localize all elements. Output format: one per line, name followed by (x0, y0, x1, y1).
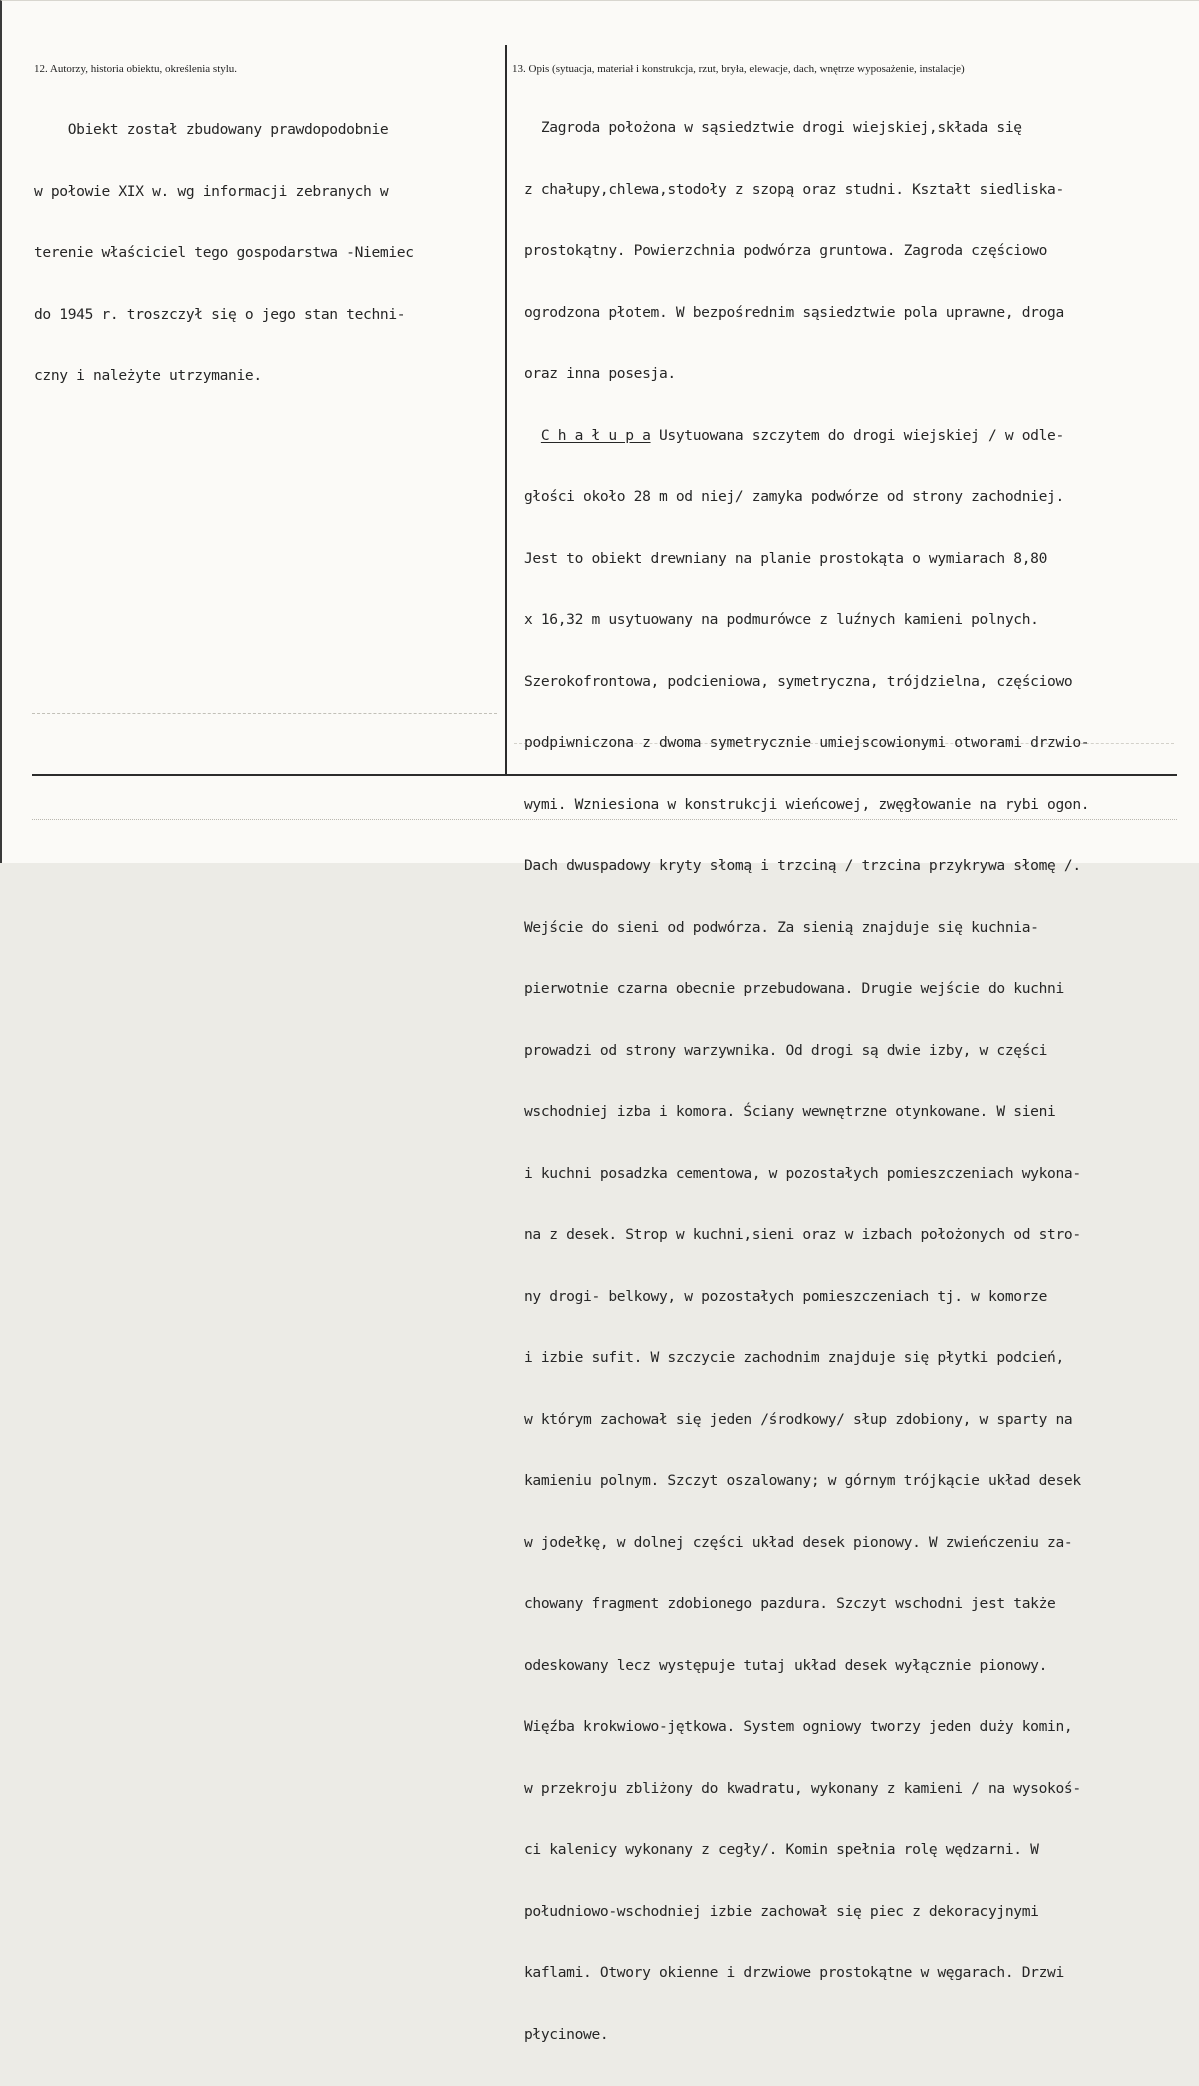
text-line: i izbie sufit. W szczycie zachodnim znajduje się płytki podcień, (524, 1349, 1064, 1366)
text-line: Obiekt został zbudowany prawdopodobnie (34, 121, 389, 138)
text-line: Jest to obiekt drewniany na planie prostokąta o wymiarach 8,80 (524, 549, 1048, 567)
text-line: Wejście do sieni od podwórza. Za sienią znajduje się kuchnia- (524, 918, 1039, 936)
text-line: w jodełkę, w dolnej części układ desek pionowy. W zwieńczeniu za- (524, 1533, 1073, 1551)
section-12-header: 12. Autorzy, historia obiektu, określenia stylu. (34, 63, 238, 75)
column-divider (505, 45, 507, 775)
text-line: Szerokofrontowa, podcieniowa, symetryczna, trójdzielna, częściowo (524, 672, 1073, 690)
text-line: odeskowany lecz występuje tutaj układ desek wyłącznie pionowy. (524, 1656, 1048, 1674)
text-line: do 1945 r. troszczył się o jego stan techni- (34, 305, 406, 323)
text-line: oraz inna posesja. (524, 365, 676, 382)
text-line: czny i należyte utrzymanie. (34, 367, 262, 384)
text-line: z chałupy,chlewa,stodoły z szopą oraz studni. Kształt siedliska- (524, 180, 1064, 198)
text-line: pierwotnie czarna obecnie przebudowana. Drugie wejście do kuchni (524, 980, 1064, 997)
chalupa-heading: C h a ł u p a (540, 426, 651, 444)
text-line: wymi. Wzniesiona w konstrukcji wieńcowej, zwęgłowanie na rybi ogon. (524, 795, 1090, 813)
text-line: kaflami. Otwory okienne i drzwiowe prostokątne w węgarach. Drzwi (524, 1964, 1064, 1981)
text-line: podpiwniczona z dwoma symetrycznie umiejscowionymi otworami drzwio- (524, 734, 1090, 751)
text-line: Dach dwuspadowy kryty słomą i trzciną / trzcina przykrywa słomę /. (524, 857, 1081, 874)
text-line: na z desek. Strop w kuchni,sieni oraz w izbach położonych od stro- (524, 1226, 1081, 1243)
text-line: w przekroju zbliżony do kwadratu, wykonany z kamieni / na wysokoś- (524, 1779, 1081, 1797)
text-line: Więźba krokwiowo-jętkowa. System ogniowy tworzy jeden duży komin, (524, 1718, 1073, 1735)
left-dotted-rule (32, 713, 497, 714)
section-12-body (34, 79, 414, 428)
text-line: chowany fragment zdobionego pazdura. Szczyt wschodni jest także (524, 1595, 1056, 1612)
text-line: wschodniej izba i komora. Ściany wewnętrzne otynkowane. W sieni (524, 1103, 1056, 1120)
text-line: ci kalenicy wykonany z cegły/. Komin spełnia rolę wędzarni. W (524, 1841, 1039, 1858)
text-line: Zagroda położona w sąsiedztwie drogi wiejskiej,składa się (524, 119, 1022, 136)
section-13-body (524, 77, 1089, 2086)
text-line: prowadzi od strony warzywnika. Od drogi są dwie izby, w części (524, 1041, 1048, 1059)
text-line: głości około 28 m od niej/ zamyka podwórze od strony zachodniej. (524, 488, 1064, 505)
text-line: ny drogi- belkowy, w pozostałych pomieszczeniach tj. w komorze (524, 1287, 1048, 1305)
text-line: kamieniu polnym. Szczyt oszalowany; w górnym trójkącie układ desek (524, 1472, 1081, 1489)
text-line: prostokątny. Powierzchnia podwórza gruntowa. Zagroda częściowo (524, 242, 1048, 259)
text-line: x 16,32 m usytuowany na podmurówce z luźnych kamieni polnych. (524, 611, 1039, 628)
text-line: i kuchni posadzka cementowa, w pozostałych pomieszczeniach wykona- (524, 1164, 1081, 1182)
chalupa-intro: Usytuowana szczytem do drogi wiejskiej / w odle- (650, 426, 1064, 444)
text-line: południowo-wschodniej izbie zachował się piec z dekoracyjnymi (524, 1902, 1039, 1920)
text-line: płycinowe. (524, 2025, 609, 2043)
text-line: w połowie XIX w. wg informacji zebranych w (34, 182, 389, 200)
text-line: ogrodzona płotem. W bezpośrednim sąsiedztwie pola uprawne, droga (524, 303, 1064, 321)
text-line (524, 426, 1089, 447)
text-line: w którym zachował się jeden /środkowy/ słup zdobiony, w sparty na (524, 1410, 1073, 1428)
section-13-header: 13. Opis (sytuacja, materiał i konstrukcja, rzut, bryła, elewacje, dach, wnętrze wyposażenie, instalacje) (512, 63, 965, 75)
text-line: terenie właściciel tego gospodarstwa -Niemiec (34, 244, 414, 261)
